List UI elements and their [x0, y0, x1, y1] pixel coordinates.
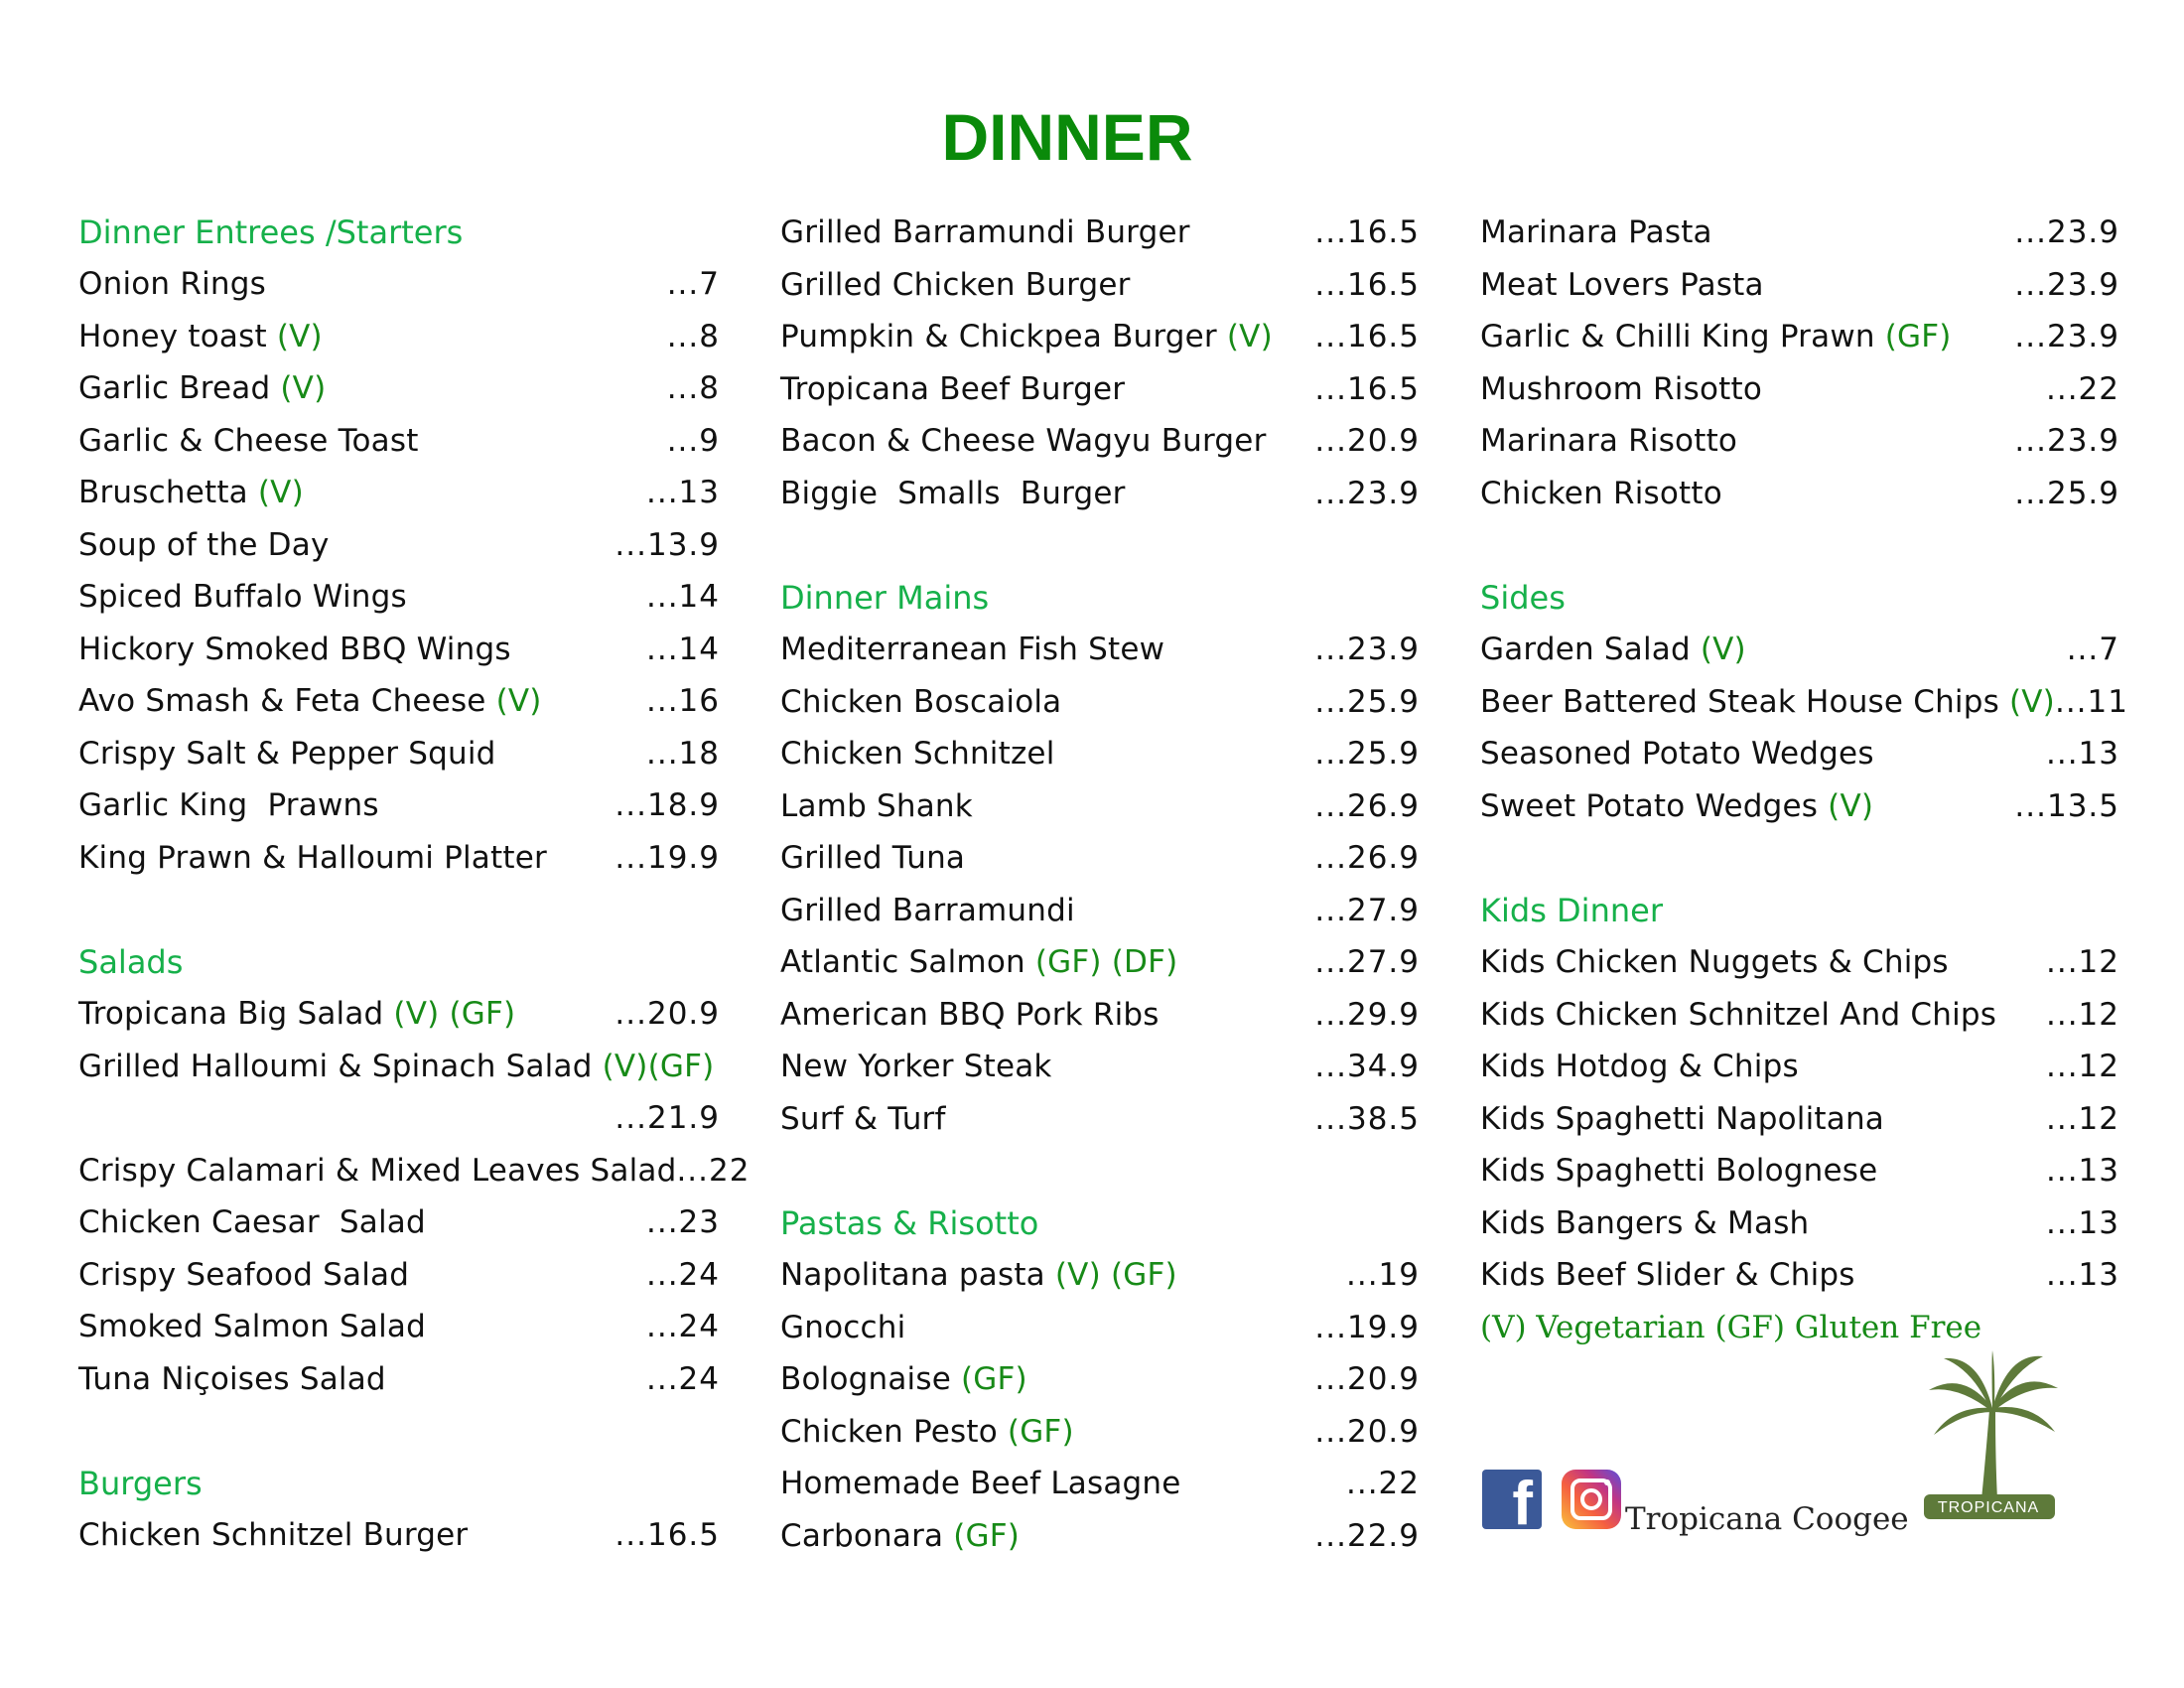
- menu-item-price: ...12: [2045, 1049, 2119, 1085]
- dietary-tag: (V): [1700, 632, 1746, 668]
- menu-item-name-group: [780, 423, 1267, 459]
- menu-section-dinner-mains: [780, 572, 1420, 1145]
- menu-item-name: Kids Chicken Nuggets & Chips: [1480, 944, 1949, 981]
- menu-item: [1480, 780, 2119, 833]
- menu-column-2: [780, 207, 1420, 1615]
- menu-item-price: ...14: [645, 579, 720, 616]
- menu-item-name-group: [1480, 1049, 1799, 1084]
- menu-item-price: ...8: [666, 318, 720, 354]
- dietary-tag: (GF): [953, 1517, 1021, 1554]
- menu-item-name: Chicken Schnitzel Burger: [78, 1517, 469, 1554]
- menu-item: [78, 311, 720, 363]
- menu-item: [1480, 936, 2119, 989]
- instagram-icon[interactable]: [1562, 1470, 1621, 1529]
- menu-item-name-group: [78, 1204, 426, 1240]
- menu-item: [780, 1458, 1420, 1510]
- menu-item-name: Garden Salad: [1480, 632, 1691, 668]
- menu-item-name-group: [1480, 214, 1712, 250]
- menu-item-name: Kids Beef Slider & Chips: [1480, 1257, 1855, 1294]
- menu-section-continued-2: [1480, 207, 2119, 519]
- menu-item-name: Surf & Turf: [780, 1100, 946, 1137]
- menu-item-name: Grilled Halloumi & Spinach Salad: [78, 1048, 593, 1084]
- menu-item: [1480, 676, 2128, 729]
- dietary-tag: (GF) (DF): [1034, 944, 1178, 981]
- menu-item-name-group: [780, 371, 1125, 407]
- menu-section-sides: [1480, 572, 2128, 832]
- menu-item: [1480, 728, 2119, 780]
- menu-item: [780, 1249, 1420, 1302]
- menu-item-name: Mushroom Risotto: [1480, 370, 1762, 407]
- menu-item-name: Chicken Boscaiola: [780, 683, 1062, 720]
- menu-item-name: Grilled Chicken Burger: [780, 266, 1131, 303]
- menu-item-name: Gnocchi: [780, 1309, 906, 1345]
- menu-item: [1480, 468, 2119, 520]
- menu-item: [78, 1041, 720, 1145]
- menu-section-salads: [78, 936, 751, 1405]
- menu-item-price: ...25.9: [2014, 475, 2119, 511]
- menu-item: [78, 467, 720, 519]
- menu-item: [780, 311, 1420, 363]
- menu-item-name-group: [780, 1414, 1074, 1450]
- menu-item-name-group: [78, 632, 511, 667]
- menu-item-name-group: [1480, 371, 1762, 407]
- logo-text: TROPICANA: [1937, 1499, 2040, 1516]
- menu-item-name-group: [1480, 632, 1746, 667]
- menu-item-name-group: [780, 319, 1273, 354]
- menu-item-price: ...24: [645, 1256, 720, 1293]
- menu-item-price: ...23.9: [2014, 266, 2119, 303]
- menu-item-price: ...16.5: [1314, 319, 1420, 355]
- menu-item: [780, 1406, 1420, 1459]
- menu-item: [78, 1301, 720, 1353]
- dietary-tag: (V): [2008, 683, 2055, 720]
- menu-item-price: ...23.9: [2014, 214, 2119, 251]
- menu-item-name-group: [780, 1101, 946, 1137]
- menu-item-name-group: [780, 267, 1131, 303]
- menu-item-price: ...13.9: [614, 526, 720, 563]
- menu-item-name-group: [78, 1153, 676, 1189]
- menu-item-price: ...24: [645, 1360, 720, 1397]
- menu-item-name: Garlic & Chilli King Prawn: [1480, 319, 1875, 355]
- menu-item: [780, 468, 1420, 520]
- menu-item: [78, 988, 720, 1041]
- menu-item-name: Atlantic Salmon: [780, 944, 1025, 981]
- menu-item-name-group: [1480, 788, 1873, 824]
- menu-item-name: Chicken Schnitzel: [780, 736, 1055, 773]
- menu-item: [78, 362, 720, 415]
- menu-item-name-group: [780, 1310, 905, 1345]
- menu-item-name-group: [1480, 997, 1996, 1033]
- menu-item-name-group: [78, 1309, 426, 1344]
- menu-item: [780, 1093, 1420, 1146]
- menu-item-name-group: [1480, 684, 2055, 720]
- menu-item: [780, 676, 1420, 729]
- menu-item-price: ...16.5: [614, 1517, 720, 1554]
- menu-item: [780, 259, 1420, 312]
- menu-item-name: King Prawn & Halloumi Platter: [78, 839, 547, 876]
- section-title: Burgers: [78, 1465, 203, 1502]
- menu-item-name: Onion Rings: [78, 266, 266, 303]
- menu-item-price: ...27.9: [1314, 944, 1420, 981]
- menu-item: [78, 728, 720, 780]
- menu-item-name: Beer Battered Steak House Chips: [1480, 683, 1999, 720]
- menu-item-price: ...26.9: [1314, 787, 1420, 824]
- menu-item-name: Chicken Caesar Salad: [78, 1204, 426, 1241]
- menu-item-price: ...19.9: [614, 839, 720, 876]
- menu-item-name-group: [780, 1049, 1052, 1084]
- menu-item: [780, 207, 1420, 259]
- menu-item-name: Homemade Beef Lasagne: [780, 1466, 1181, 1502]
- menu-item-name-group: [78, 1041, 720, 1093]
- menu-section-continued-1: [780, 207, 1420, 519]
- menu-item-price: ...12: [2045, 1100, 2119, 1137]
- menu-item-price: ...11: [2054, 683, 2128, 720]
- menu-item: [1480, 1093, 2119, 1146]
- menu-item-name: Carbonara: [780, 1517, 944, 1554]
- menu-item-price: ...9: [666, 422, 720, 459]
- dietary-legend: (V) Vegetarian (GF) Gluten Free: [1480, 1309, 1982, 1345]
- menu-item-price: ...20.9: [1314, 1361, 1420, 1398]
- section-title: Kids Dinner: [1480, 892, 1663, 929]
- menu-item-name: Kids Hotdog & Chips: [1480, 1049, 1799, 1085]
- menu-item-name: Chicken Pesto: [780, 1413, 998, 1450]
- section-title: Dinner Entrees /Starters: [78, 213, 464, 251]
- menu-item-name: Crispy Seafood Salad: [78, 1256, 410, 1293]
- menu-item: [780, 832, 1420, 885]
- menu-item-name: Kids Spaghetti Bolognese: [1480, 1153, 1878, 1190]
- menu-item: [780, 1302, 1420, 1354]
- facebook-icon[interactable]: f: [1482, 1470, 1542, 1529]
- menu-item-name-group: [780, 214, 1190, 250]
- menu-item-name: Bacon & Cheese Wagyu Burger: [780, 423, 1267, 460]
- page-title: DINNER: [941, 100, 1193, 174]
- social-links: [1482, 1470, 1909, 1538]
- dietary-tag: (V) (GF): [393, 996, 516, 1033]
- menu-section-burgers: [78, 1458, 720, 1562]
- menu-item-name-group: [780, 1257, 1177, 1293]
- menu-section-dinner-entrees-starters: [78, 207, 720, 884]
- section-title: Sides: [1480, 579, 1566, 617]
- menu-item-name-group: [78, 840, 547, 876]
- menu-item: [78, 624, 720, 676]
- menu-item-name-group: [78, 423, 419, 459]
- menu-item-price: ...23.9: [2014, 319, 2119, 355]
- menu-item: [78, 1353, 720, 1406]
- menu-item-name-group: [78, 683, 542, 719]
- menu-item-price: ...20.9: [1314, 423, 1420, 460]
- menu-item-price: ...23.9: [1314, 632, 1420, 668]
- menu-item-price: ...16.5: [1314, 266, 1420, 303]
- dietary-tag: (V) (GF): [1054, 1257, 1177, 1294]
- menu-item-name: Sweet Potato Wedges: [1480, 787, 1819, 824]
- menu-item-name-group: [780, 840, 965, 876]
- menu-item-name-group: [78, 736, 496, 772]
- menu-item: [780, 624, 1420, 676]
- menu-item-name-group: [1480, 1205, 1809, 1241]
- menu-item: [78, 1145, 751, 1197]
- menu-item-name-group: [1480, 944, 1949, 980]
- menu-item: [78, 779, 720, 832]
- menu-item-price: ...25.9: [1314, 736, 1420, 773]
- menu-item-name: Tuna Niçoises Salad: [78, 1360, 386, 1397]
- menu-item-name-group: [78, 1361, 386, 1397]
- menu-item-name-group: [1480, 319, 1952, 354]
- dietary-tag: (GF): [1007, 1413, 1074, 1450]
- menu-item-name-group: [780, 684, 1061, 720]
- menu-item: [1480, 415, 2119, 468]
- menu-item-name: Tropicana Big Salad: [78, 996, 384, 1033]
- dietary-tag: (GF): [960, 1361, 1027, 1398]
- menu-item-name-group: [78, 1257, 409, 1293]
- menu-item-price: ...19: [1345, 1257, 1420, 1294]
- menu-item-price: ...13: [2045, 736, 2119, 773]
- menu-item-name-group: [1480, 423, 1737, 459]
- menu-column-1: [78, 207, 751, 1615]
- menu-item: [1480, 363, 2119, 416]
- menu-item-name-group: [1480, 267, 1764, 303]
- menu-item-name: Smoked Salmon Salad: [78, 1309, 427, 1345]
- menu-item-price: ...22: [676, 1152, 751, 1189]
- menu-item-name: Pumpkin & Chickpea Burger: [780, 319, 1217, 355]
- menu-item-name: Garlic Bread: [78, 370, 271, 407]
- menu-item-name: Mediterranean Fish Stew: [780, 632, 1165, 668]
- dietary-tag: (V): [276, 318, 323, 354]
- menu-item-name-group: [78, 319, 323, 354]
- menu-item-name: Honey toast: [78, 318, 267, 354]
- dietary-tag: (V): [1828, 787, 1874, 824]
- menu-item-name-group: [78, 787, 379, 823]
- dietary-tag: (V): [495, 683, 542, 720]
- menu-item-name: New Yorker Steak: [780, 1049, 1052, 1085]
- menu-item-name-group: [78, 527, 330, 563]
- menu-item: [780, 415, 1420, 468]
- menu-item-price: ...18: [645, 735, 720, 772]
- menu-item-price: ...21.9: [614, 1100, 720, 1136]
- menu-item-name: Garlic King Prawns: [78, 787, 379, 824]
- menu-item: [780, 885, 1420, 937]
- menu-item-price: ...16.5: [1314, 370, 1420, 407]
- menu-item-name-group: [780, 476, 1126, 511]
- menu-item: [1480, 1197, 2119, 1250]
- tropicana-logo: [1924, 1350, 2063, 1529]
- menu-item-name: Chicken Risotto: [1480, 475, 1722, 511]
- menu-item-name-group: [780, 788, 973, 824]
- menu-item-name: Crispy Calamari & Mixed Leaves Salad: [78, 1152, 677, 1189]
- menu-item-name-group: [780, 944, 1177, 980]
- menu-item-price: ...13: [2045, 1153, 2119, 1190]
- menu-item-name: Marinara Risotto: [1480, 423, 1738, 460]
- menu-item-name-group: [1480, 1257, 1855, 1293]
- menu-item-name: Grilled Tuna: [780, 840, 966, 877]
- menu-item: [1480, 624, 2119, 676]
- menu-item-name-group: [780, 997, 1160, 1033]
- menu-item-price: ...22: [2045, 370, 2119, 407]
- menu-item: [78, 832, 720, 885]
- menu-item-name: Napolitana pasta: [780, 1257, 1045, 1294]
- menu-item-price: ...34.9: [1314, 1049, 1420, 1085]
- menu-item-name-group: [1480, 1153, 1877, 1189]
- menu-section-kids-dinner: [1480, 885, 2119, 1302]
- menu-item: [780, 728, 1420, 780]
- menu-item-price: ...12: [2045, 944, 2119, 981]
- menu-item-name: American BBQ Pork Ribs: [780, 996, 1160, 1033]
- section-title: Pastas & Risotto: [780, 1204, 1039, 1242]
- menu-item-name-group: [780, 736, 1055, 772]
- menu-item-price: ...27.9: [1314, 892, 1420, 928]
- menu-item: [1480, 1041, 2119, 1093]
- menu-item-name-group: [78, 579, 407, 615]
- menu-item-name-group: [1480, 736, 1874, 772]
- menu-item-name-group: [780, 893, 1075, 928]
- menu-item: [78, 519, 720, 572]
- menu-item: [78, 1509, 720, 1562]
- menu-item-price: ...18.9: [614, 787, 720, 824]
- restaurant-name: Tropicana Coogee: [1625, 1501, 1909, 1537]
- menu-item-name-group: [780, 1518, 1020, 1554]
- menu-item-price: ...7: [666, 266, 720, 303]
- menu-item-price: ...22: [1345, 1466, 1420, 1502]
- menu-item-name: Marinara Pasta: [1480, 214, 1712, 251]
- menu-item-name: Soup of the Day: [78, 526, 330, 563]
- menu-item-name-group: [78, 370, 326, 406]
- menu-item-name-group: [1480, 476, 1722, 511]
- dietary-tag: (V): [280, 370, 327, 407]
- menu-item-price: ...7: [2066, 632, 2119, 668]
- menu-item-name-group: [1480, 1101, 1884, 1137]
- menu-item-price: ...16: [645, 683, 720, 720]
- menu-item-price: ...8: [666, 370, 720, 407]
- menu-item-name: Avo Smash & Feta Cheese: [78, 683, 486, 720]
- menu-item-price: ...16.5: [1314, 214, 1420, 251]
- menu-item: [780, 780, 1420, 833]
- column-3-sections: [1480, 207, 2128, 1302]
- menu-item-price: ...23.9: [1314, 475, 1420, 511]
- menu-item-price: ...25.9: [1314, 683, 1420, 720]
- menu-item-name-group: [780, 1361, 1027, 1397]
- menu-item: [780, 1041, 1420, 1093]
- menu-item-name: Meat Lovers Pasta: [1480, 266, 1764, 303]
- menu-item-price: ...24: [645, 1309, 720, 1345]
- menu-item-name: Kids Chicken Schnitzel And Chips: [1480, 996, 1997, 1033]
- menu-item-name: Grilled Barramundi: [780, 892, 1075, 928]
- menu-item-price: ...29.9: [1314, 996, 1420, 1033]
- menu-item: [78, 1196, 720, 1249]
- menu-item-name-group: [78, 266, 266, 302]
- menu-item-price: ...26.9: [1314, 840, 1420, 877]
- menu-item: [1480, 1249, 2119, 1302]
- menu-item-price: ...23: [645, 1204, 720, 1241]
- menu-item-name: Crispy Salt & Pepper Squid: [78, 735, 496, 772]
- menu-item: [1480, 259, 2119, 312]
- menu-item: [1480, 207, 2119, 259]
- menu-section-pastas-risotto: [780, 1197, 1420, 1562]
- section-title: Salads: [78, 943, 184, 981]
- menu-item: [78, 571, 720, 624]
- dietary-tag: (GF): [1884, 319, 1952, 355]
- menu-item: [780, 936, 1420, 989]
- menu-item: [780, 1510, 1420, 1563]
- menu-item-name-group: [78, 1517, 468, 1553]
- menu-item: [78, 1249, 720, 1302]
- menu-item-name: Lamb Shank: [780, 787, 973, 824]
- menu-item-name: Hickory Smoked BBQ Wings: [78, 631, 511, 667]
- menu-item-price: ...13: [2045, 1257, 2119, 1294]
- menu-item-name: Spiced Buffalo Wings: [78, 579, 407, 616]
- menu-item-name: Garlic & Cheese Toast: [78, 422, 419, 459]
- dietary-tag: (V): [257, 475, 304, 511]
- menu-item-name: Grilled Barramundi Burger: [780, 214, 1190, 251]
- menu-item-name: Kids Spaghetti Napolitana: [1480, 1100, 1885, 1137]
- menu-item-price: ...20.9: [1314, 1413, 1420, 1450]
- menu-item-name-group: [780, 632, 1164, 667]
- dietary-tag: (V)(GF): [602, 1048, 715, 1084]
- menu-item-price: ...13: [2045, 1204, 2119, 1241]
- menu-item: [780, 363, 1420, 416]
- menu-item-price: ...20.9: [614, 996, 720, 1033]
- menu-column-3: [1480, 207, 2128, 1353]
- menu-item: [1480, 989, 2119, 1042]
- menu-item-price: ...19.9: [1314, 1309, 1420, 1345]
- menu-item: [78, 415, 720, 468]
- menu-item-name-group: [78, 996, 515, 1032]
- menu-item-name: Biggie Smalls Burger: [780, 475, 1126, 511]
- menu-item: [1480, 1145, 2119, 1197]
- menu-item: [780, 989, 1420, 1042]
- menu-item: [780, 1353, 1420, 1406]
- menu-item-price: ...22.9: [1314, 1517, 1420, 1554]
- menu-item-price: ...23.9: [2014, 423, 2119, 460]
- menu-item-price: ...14: [645, 631, 720, 667]
- menu-item: [78, 258, 720, 311]
- menu-item: [1480, 311, 2119, 363]
- menu-item-name: Seasoned Potato Wedges: [1480, 736, 1874, 773]
- menu-item-price: ...12: [2045, 996, 2119, 1033]
- menu-item-name-group: [780, 1466, 1181, 1501]
- dietary-tag: (V): [1226, 319, 1273, 355]
- menu-item-name: Tropicana Beef Burger: [780, 370, 1126, 407]
- menu-item: [78, 675, 720, 728]
- menu-item-name: Bolognaise: [780, 1361, 951, 1398]
- menu-item-name: Kids Bangers & Mash: [1480, 1204, 1810, 1241]
- menu-item-name: Bruschetta: [78, 475, 248, 511]
- menu-item-name-group: [78, 475, 304, 510]
- menu-item-price: ...38.5: [1314, 1100, 1420, 1137]
- menu-item-price: ...13.5: [2014, 787, 2119, 824]
- menu-item-price: ...13: [645, 475, 720, 511]
- section-title: Dinner Mains: [780, 579, 990, 617]
